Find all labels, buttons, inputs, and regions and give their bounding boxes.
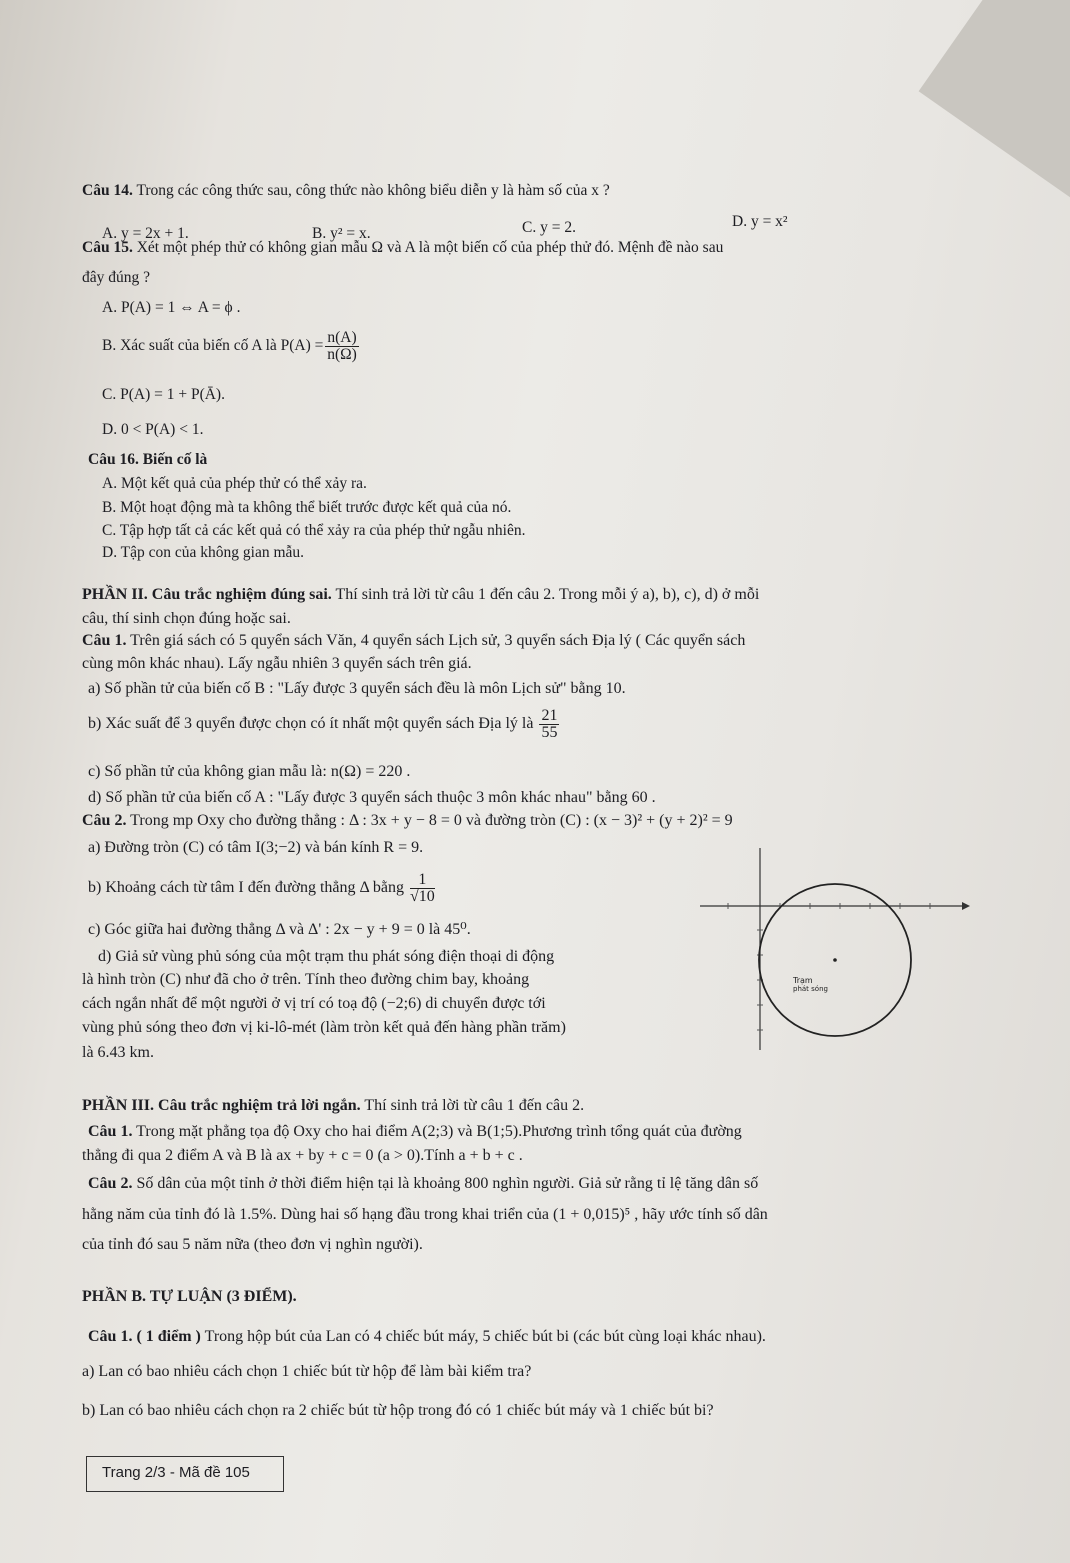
part2-q2-stem: Câu 2. Trong mp Oxy cho đường thẳng : Δ : 3x + y − 8 = 0 và đường tròn (C) : (x − 3)² + (y + 2)² = 9 [82, 812, 733, 829]
part2-q1-stem: Câu 1. Trên giá sách có 5 quyển sách Văn, 4 quyển sách Lịch sử, 3 quyển sách Địa lý ( Các quyển sách [82, 632, 746, 649]
q15-stem-cont: đây đúng ? [82, 269, 151, 286]
partB-heading: PHẦN B. TỰ LUẬN (3 ĐIỂM). [82, 1288, 297, 1305]
q14-stem: Câu 14. Trong các công thức sau, công thức nào không biểu diễn y là hàm số của x ? [82, 182, 610, 199]
q15-stem: Câu 15. Xét một phép thử có không gian mẫu Ω và A là một biến cố của phép thử đó. Mệnh đề nào sau [82, 239, 724, 256]
footer-page-label: Trang 2/3 - Mã đề 105 [102, 1464, 250, 1481]
q14-option-a: A. y = 2x + 1. [102, 225, 189, 242]
q16-option-c: C. Tập hợp tất cả các kết quả có thể xảy ra của phép thử ngẫu nhiên. [102, 522, 526, 539]
q15-option-d: D. 0 < P(A) < 1. [102, 421, 204, 438]
circle-center [833, 958, 837, 962]
part3-q2-l2: hằng năm của tỉnh đó là 1.5%. Dùng hai số hạng đầu trong khai triển của (1 + 0,015)⁵ , hãy ước tính số dân [82, 1206, 768, 1223]
part2-q1-c: c) Số phần tử của không gian mẫu là: n(Ω) = 220 . [88, 763, 411, 780]
part3-q1-l2: thẳng đi qua 2 điểm A và B là ax + by + c = 0 (a > 0).Tính a + b + c . [82, 1147, 523, 1164]
part2-q1-b: b) Xác suất để 3 quyển được chọn có ít nhất một quyển sách Địa lý là $\frac{21}{55}$ [88, 707, 558, 741]
part2-q2-d2: là hình tròn (C) như đã cho ở trên. Tính theo đường chim bay, khoảng [82, 971, 530, 988]
part2-q1-a: a) Số phần tử của biến cố B : "Lấy được 3 quyển sách đều là môn Lịch sử" bằng 10. [88, 680, 626, 697]
part2-q2-b: b) Khoảng cách từ tâm I đến đường thẳng Δ bằng $\frac{1}{√10}$ [88, 871, 435, 905]
q15-option-a: A. P(A) = 1 ⇔ A = ϕ . [102, 299, 241, 316]
partB-q1-a: a) Lan có bao nhiêu cách chọn 1 chiếc bút từ hộp để làm bài kiểm tra? [82, 1363, 532, 1380]
part3-q1-l1: Câu 1. Trong mặt phẳng tọa độ Oxy cho hai điểm A(2;3) và B(1;5).Phương trình tổng quát của đường [88, 1123, 742, 1140]
part2-heading: PHẦN II. Câu trắc nghiệm đúng sai. Thí sinh trả lời từ câu 1 đến câu 2. Trong mỗi ý a), b), c), d) ở mỗi [82, 586, 760, 603]
part2-q2-d5: là 6.43 km. [82, 1044, 154, 1061]
part2-q1-stem-cont: cùng môn khác nhau). Lấy ngẫu nhiên 3 quyển sách trên giá. [82, 655, 472, 672]
fig-label-transmit: phát sóng [793, 985, 828, 993]
x-axis-arrow [962, 902, 970, 910]
part3-q2-l3: của tỉnh đó sau 5 năm nữa (theo đơn vị nghìn người). [82, 1236, 423, 1253]
part3-q2-l1: Câu 2. Số dân của một tỉnh ở thời điểm hiện tại là khoảng 800 nghìn người. Giả sử rằng tỉ lệ tăng dân số [88, 1175, 759, 1192]
q16-option-d: D. Tập con của không gian mẫu. [102, 544, 305, 561]
part2-q1-d: d) Số phần tử của biến cố A : "Lấy được 3 quyển sách thuộc 3 môn khác nhau" bằng 60 . [88, 789, 656, 806]
part2-q2-d3: cách ngắn nhất để một người ở vị trí có toạ độ (−2;6) di chuyển được tới [82, 995, 546, 1012]
partB-q1-stem: Câu 1. ( 1 điểm ) Trong hộp bút của Lan có 4 chiếc bút máy, 5 chiếc bút bi (các bút cùng loại khác nhau). [88, 1328, 766, 1345]
part3-heading: PHẦN III. Câu trắc nghiệm trả lời ngắn. Thí sinh trả lời từ câu 1 đến câu 2. [82, 1097, 585, 1114]
part2-q2-d1: d) Giả sử vùng phủ sóng của một trạm thu phát sóng điện thoại di động [98, 948, 555, 965]
axis-ticks [728, 903, 930, 1030]
partB-q1-b: b) Lan có bao nhiêu cách chọn ra 2 chiếc bút từ hộp trong đó có 1 chiếc bút máy và 1 chiếc bút bi? [82, 1402, 714, 1419]
part2-intro-cont: câu, thí sinh chọn đúng hoặc sai. [82, 610, 291, 627]
q16-stem: Câu 16. Biến cố là [88, 451, 208, 468]
q14-option-b: B. y² = x. [312, 225, 371, 242]
fig-label-station: Trạm [793, 976, 813, 985]
part2-q2-a: a) Đường tròn (C) có tâm I(3;−2) và bán kính R = 9. [88, 839, 424, 856]
circle-coverage-figure [700, 840, 970, 1060]
q15-option-c: C. P(A) = 1 + P(Ā). [102, 386, 225, 403]
q14-option-d: D. y = x² [732, 213, 788, 230]
part2-q2-c: c) Góc giữa hai đường thẳng Δ và Δ' : 2x − y + 9 = 0 là 45⁰. [88, 921, 471, 938]
part2-q2-d4: vùng phủ sóng theo đơn vị ki-lô-mét (làm tròn kết quả đến hàng phần trăm) [82, 1019, 566, 1036]
q15-option-b: B. Xác suất của biến cố A là P(A) = $\frac{n(A)}{n(\Omega)}$ [102, 329, 357, 363]
q16-option-a: A. Một kết quả của phép thử có thể xảy ra. [102, 475, 367, 492]
q16-option-b: B. Một hoạt động mà ta không thể biết trước được kết quả của nó. [102, 499, 512, 516]
q14-option-c: C. y = 2. [522, 219, 576, 236]
